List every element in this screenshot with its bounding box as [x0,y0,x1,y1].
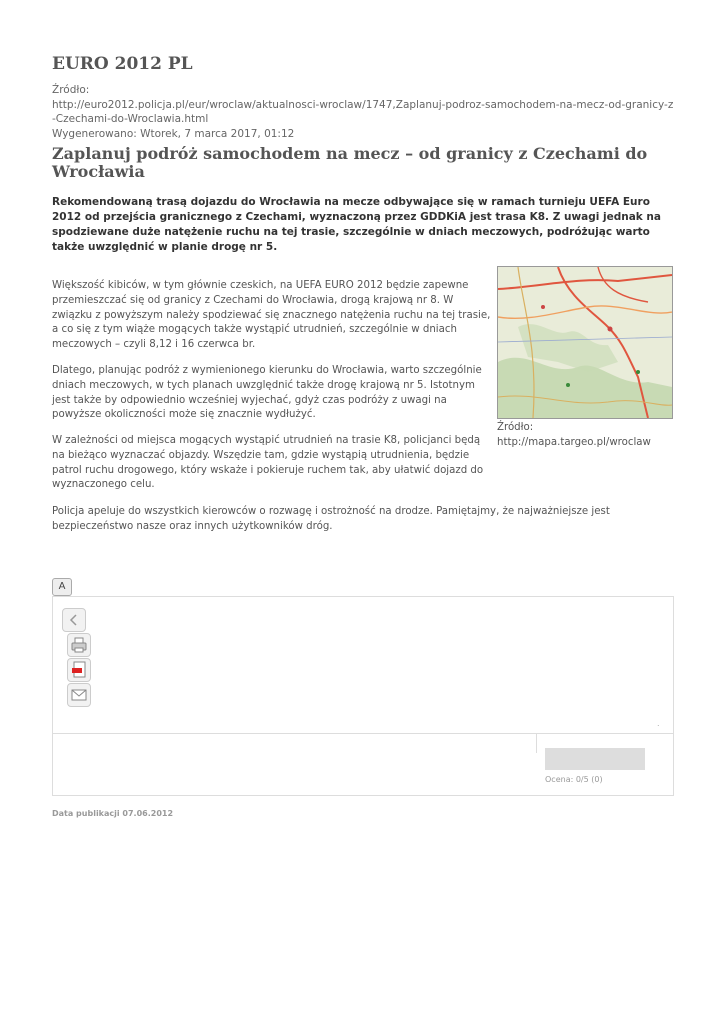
source-label: Źródło: [52,84,90,96]
tools-panel [52,596,674,796]
article-title: Zaplanuj podróż samochodem na mecz – od granicy z Czechami do Wrocławia [52,144,648,181]
print-button[interactable] [67,633,91,657]
prev-button[interactable] [62,608,86,632]
document-meta [52,83,677,141]
article-paragraph: Dlatego, planując podróż z wymienionego kierunku do Wrocławia, warto szczególnie dniach meczowych, w tych planach uwzględnić także drogę krajową nr 5. Istotnym jest także by odpowiednio wcześniej wyjechać, gdyż czas podróży z uwagi na powyższe okoliczności może się znacznie wydłużyć. [52,365,482,421]
article-paragraph: W zależności od miejsca mogących wystąpić utrudnień na trasie K8, policjanci będą na bieżąco wyznaczać objazdy. Wszędzie tam, gdzie wystąpią utrudnienia, będzie patrol ruchu drogowego, który wskaże i pokieruje ruchem tak, aby ułatwić dojazd do wyznaczonego celu. [52,435,484,491]
prev-icon [63,609,85,631]
font-size-icon[interactable] [52,578,72,596]
rating-text: Ocena: 0/5 (0) [545,775,603,784]
print-icon [68,634,90,656]
panel-corner-mark: . [657,719,660,728]
source-url[interactable]: http://euro2012.policja.pl/eur/wroclaw/aktualnosci-wroclaw/1747,Zaplanuj-podroz-samochodem-na-mecz-od-granicy-z-Czechami-do-Wroclawia.html [52,98,674,125]
map-image [497,266,673,419]
article-paragraph: Większość kibiców, w tym głównie czeskich, na UEFA EURO 2012 będzie zapewne przemieszczać się od granicy z Czechami do Wrocławia, drogą krajową nr 8. W związku z powyższym należy spodziewać się znacznego natężenia ruchu na tej trasie, a co się z tym wiąże mogących także wystąpić utrudnień, szczególnie w dniach meczowych – czyli 8,12 i 16 czerwca br. [52,280,491,351]
rating-divider [536,733,537,753]
map-caption [497,421,697,450]
rating-bar[interactable] [545,748,645,770]
pdf-button[interactable] [67,658,91,682]
mail-button[interactable] [67,683,91,707]
map-source-url[interactable]: http://mapa.targeo.pl/wroclaw [497,436,651,448]
font-size-label: A [58,581,66,592]
mail-icon [68,684,90,706]
article-paragraph: Policja apeluje do wszystkich kierowców o rozwagę i ostrożność na drodze. Pamiętajmy, że najważniejsze jest bezpieczeństwo nasze oraz innych użytkowników dróg. [52,506,610,532]
map-source-label: Źródło: [497,422,534,433]
site-title: EURO 2012 PL [52,54,193,74]
generated-date: Wygenerowano: Wtorek, 7 marca 2017, 01:12 [52,127,295,140]
map-illustration [498,267,672,418]
pdf-icon [68,659,90,681]
panel-top [53,597,673,734]
article-lead: Rekomendowaną trasą dojazdu do Wrocławia na mecze odbywające się w ramach turnieju UEFA Euro 2012 od przejścia granicznego z Czechami, wyznaczoną przez GDDKiA jest trasa K8. Z uwagi jednak na spodziewane duże natężenie ruchu na tej trasie, szczególnie w dniach meczowych, podróżując warto także uwzględnić w planie drogę nr 5. [52,196,661,253]
publication-date: Data publikacji 07.06.2012 [52,809,174,818]
